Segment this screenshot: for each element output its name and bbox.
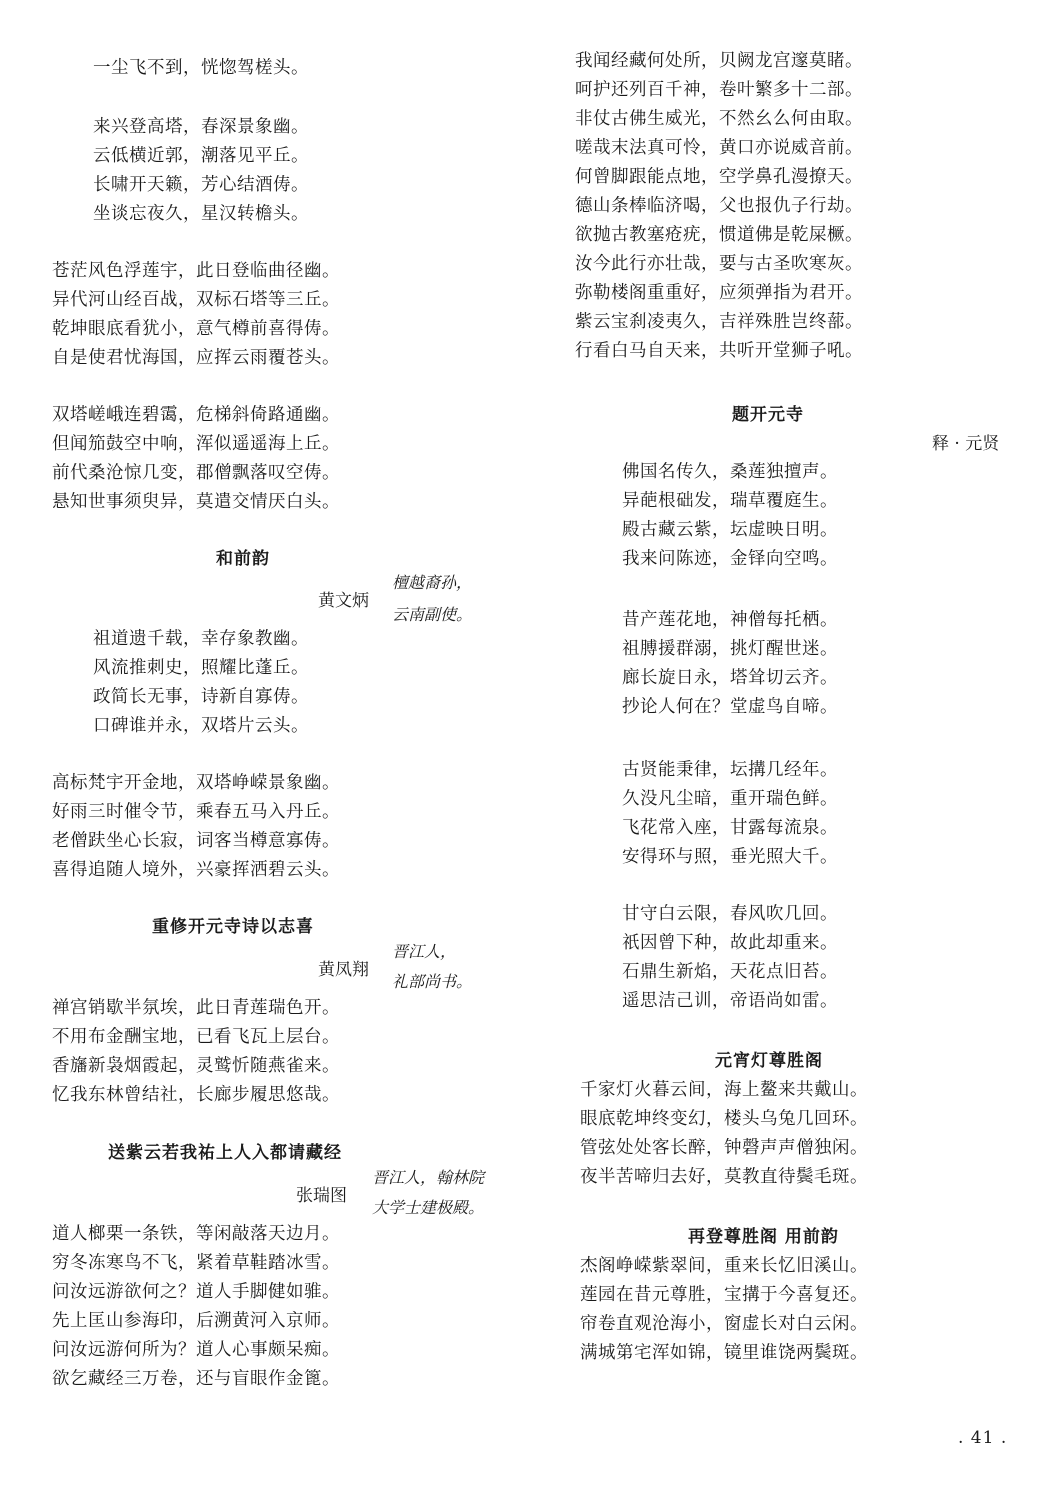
- author-note: 礼部尚书。: [392, 972, 473, 991]
- verse-line: 满城第宅浑如锦，镜里谁饶两鬓斑。: [580, 1343, 868, 1363]
- right-column: [528, 0, 1054, 1440]
- verse-line: 苍茫风色浮莲宇，此日登临曲径幽。: [52, 261, 340, 281]
- verse-line: 风流推刺史，照耀比蓬丘。: [93, 658, 309, 678]
- poem-title: 再登尊胜阁 用前韵: [688, 1227, 839, 1247]
- author-note: 晋江人，翰林院: [372, 1168, 485, 1187]
- verse-line: 昔产莲花地，神僧每托栖。: [622, 610, 838, 630]
- verse-line: 非仗古佛生威光，不然幺么何由取。: [575, 109, 863, 129]
- verse-line: 夜半苦啼归去好，莫教直待鬓毛斑。: [580, 1167, 868, 1187]
- verse-line: 安得环与照，垂光照大千。: [622, 847, 838, 867]
- verse-line: 高标梵宇开金地，双塔峥嵘景象幽。: [52, 773, 340, 793]
- verse-line: 口碑谁并永，双塔片云头。: [93, 716, 309, 736]
- verse-line: 古贤能秉律，坛搆几经年。: [622, 760, 838, 780]
- verse-line: 管弦处处客长醉，钟磬声声僧独闲。: [580, 1138, 868, 1158]
- verse-line: 双塔嵯峨连碧霭，危梯斜倚路通幽。: [52, 405, 340, 425]
- verse-line: 一尘飞不到，恍惚驾槎头。: [93, 58, 309, 78]
- verse-line: 何曾脚跟能点地，空学鼻孔漫撩天。: [575, 167, 863, 187]
- verse-line: 香旛新袅烟霞起，灵鹫忻随燕雀来。: [52, 1056, 340, 1076]
- verse-line: 廊长旋日永，塔耸切云齐。: [622, 668, 838, 688]
- verse-line: 悬知世事须臾异，莫遣交情厌白头。: [52, 492, 340, 512]
- verse-line: 嗟哉末法真可怜，黄口亦说威音前。: [575, 138, 863, 158]
- poem-author: 张瑞图: [296, 1186, 347, 1206]
- verse-line: 异代河山经百战，双标石塔等三丘。: [52, 290, 340, 310]
- poem-author: 黄文炳: [318, 591, 369, 611]
- author-note: 晋江人，: [392, 942, 457, 961]
- verse-line: 来兴登高塔，春深景象幽。: [93, 117, 309, 137]
- verse-line: 欲乞藏经三万卷，还与盲眼作金篦。: [52, 1369, 340, 1389]
- verse-line: 佛国名传久，桑莲独擅声。: [622, 462, 838, 482]
- author-note: 大学士建极殿。: [372, 1198, 485, 1217]
- verse-line: 祖膊援群溺，挑灯醒世迷。: [622, 639, 838, 659]
- verse-line: 但闻笳鼓空中响，浑似遥遥海上丘。: [52, 434, 340, 454]
- verse-line: 千家灯火暮云间，海上鳌来共戴山。: [580, 1080, 868, 1100]
- verse-line: 问汝远游欲何之？道人手脚健如骓。: [52, 1282, 340, 1302]
- verse-line: 眼底乾坤终变幻，楼头乌兔几回环。: [580, 1109, 868, 1129]
- verse-line: 弥勒楼阁重重好，应须弹指为君开。: [575, 283, 863, 303]
- verse-line: 坐谈忘夜久，星汉转檐头。: [93, 204, 309, 224]
- verse-line: 忆我东林曾结社，长廊步履思悠哉。: [52, 1085, 340, 1105]
- verse-line: 禅宫销歇半氛埃，此日青莲瑞色开。: [52, 998, 340, 1018]
- verse-line: 自是使君忧海国，应挥云雨覆苍头。: [52, 348, 340, 368]
- verse-line: 呵护还列百千神，卷叶繁多十二部。: [575, 80, 863, 100]
- poem-title: 题开元寺: [732, 405, 804, 425]
- verse-line: 帘卷直观沧海小，窗虚长对白云闲。: [580, 1314, 868, 1334]
- verse-line: 石鼎生新焰，天花点旧苔。: [622, 962, 838, 982]
- verse-line: 道人榔栗一条铁，等闲敲落天边月。: [52, 1224, 340, 1244]
- left-column: [0, 0, 520, 1440]
- verse-line: 乾坤眼底看犹小，意气樽前喜得俦。: [52, 319, 340, 339]
- verse-line: 欲抛古教塞疮疣，惯道佛是乾屎橛。: [575, 225, 863, 245]
- poem-title: 送紫云若我祐上人入都请藏经: [108, 1143, 342, 1163]
- poem-title: 元宵灯尊胜阁: [715, 1051, 823, 1071]
- author-note: 檀越裔孙，: [392, 573, 473, 592]
- verse-line: 莲园在昔元尊胜，宝搆于今喜复还。: [580, 1285, 868, 1305]
- author-note: 云南副使。: [392, 605, 473, 624]
- poem-title: 和前韵: [216, 549, 270, 569]
- verse-line: 喜得追随人境外，兴豪挥洒碧云头。: [52, 860, 340, 880]
- verse-line: 问汝远游何所为？道人心事颇呆痴。: [52, 1340, 340, 1360]
- verse-line: 飞花常入座，甘露每流泉。: [622, 818, 838, 838]
- verse-line: 长啸开天籁，芳心结酒俦。: [93, 175, 309, 195]
- verse-line: 不用布金酬宝地，已看飞瓦上层台。: [52, 1027, 340, 1047]
- verse-line: 汝今此行亦壮哉，要与古圣吹寒灰。: [575, 254, 863, 274]
- verse-line: 我来问陈迹，金铎向空鸣。: [622, 549, 838, 569]
- verse-line: 穷冬冻寒鸟不飞，紧着草鞋踏冰雪。: [52, 1253, 340, 1273]
- verse-line: 杰阁峥嵘紫翠间，重来长忆旧溪山。: [580, 1256, 868, 1276]
- verse-line: 我闻经藏何处所，贝阙龙宫邃莫睹。: [575, 51, 863, 71]
- page-number: . 41 .: [958, 1428, 1008, 1448]
- verse-line: 殿古藏云紫，坛虚映日明。: [622, 520, 838, 540]
- verse-line: 异葩根础发，瑞草覆庭生。: [622, 491, 838, 511]
- verse-line: 遥思洁己训，帝语尚如雷。: [622, 991, 838, 1011]
- verse-line: 云低横近郭，潮落见平丘。: [93, 146, 309, 166]
- verse-line: 先上匡山参海印，后溯黄河入京师。: [52, 1311, 340, 1331]
- verse-line: 紫云宝刹凌夷久，吉祥殊胜岂终蔀。: [575, 312, 863, 332]
- verse-line: 甘守白云限，春风吹几回。: [622, 904, 838, 924]
- verse-line: 德山条棒临济喝，父也报仇子行劫。: [575, 196, 863, 216]
- poem-author: 黄凤翔: [318, 960, 369, 980]
- verse-line: 行看白马自天来，共听开堂狮子吼。: [575, 341, 863, 361]
- verse-line: 祖道遗千载，幸存象教幽。: [93, 629, 309, 649]
- verse-line: 祇因曾下种，故此却重来。: [622, 933, 838, 953]
- poem-author: 释 · 元贤: [932, 434, 1000, 454]
- verse-line: 老僧趺坐心长寂，词客当樽意寡俦。: [52, 831, 340, 851]
- verse-line: 前代桑沧惊几变，郡僧飘落叹空俦。: [52, 463, 340, 483]
- verse-line: 久没凡尘暗，重开瑞色鲜。: [622, 789, 838, 809]
- verse-line: 政简长无事，诗新自寡俦。: [93, 687, 309, 707]
- verse-line: 好雨三时催令节，乘春五马入丹丘。: [52, 802, 340, 822]
- poem-title: 重修开元寺诗以志喜: [152, 917, 314, 937]
- verse-line: 抄论人何在？堂虚鸟自啼。: [622, 697, 838, 717]
